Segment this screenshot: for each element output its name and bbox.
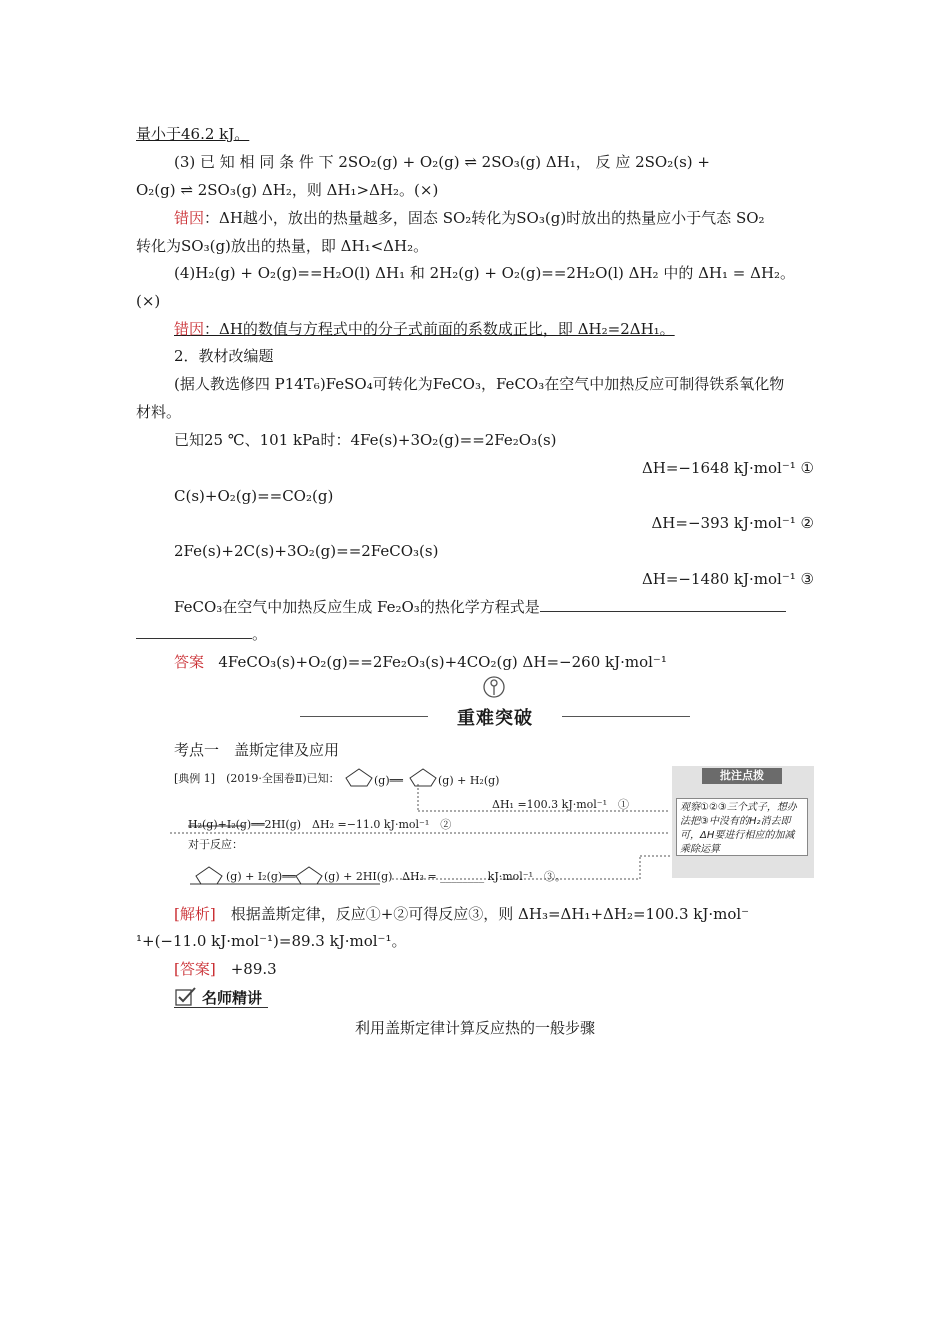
example-text: H₂(g)+I₂(g)══2HI(g) ΔH₂ =−11.0 kJ·mol⁻¹ ② [188, 818, 452, 831]
annotation-panel [672, 766, 814, 878]
example-text: (g) + 2HI(g) [324, 870, 393, 883]
text-line: 2．教材改编题 [174, 347, 274, 365]
text-line: 材料。 [136, 403, 182, 421]
equation-dh: ΔH=−1480 kJ·mol⁻¹ ③ [641, 570, 814, 588]
answer-blank [136, 624, 252, 639]
example-text: (g) + H₂(g) [438, 774, 500, 787]
text-line: 。 [136, 624, 267, 644]
teacher-notes-label: 名师精讲 [202, 989, 263, 1007]
section-title: 重难突破 [457, 708, 533, 729]
text-line: 错因：ΔH越小，放出的热量越多，固态 SO₂转化为SO₃(g)时放出的热量应小于气态 SO₂ [174, 209, 765, 227]
text-line: 转化为SO₃(g)放出的热量，即 ΔH₁<ΔH₂。 [136, 237, 429, 255]
answer-line: 答案 4FeCO₃(s)+O₂(g)==2Fe₂O₃(s)+4CO₂(g) ΔH=−260 kJ·mol⁻¹ [174, 653, 667, 671]
text-line: 已知25 ℃、101 kPa时：4Fe(s)+3O₂(g)==2Fe₂O₃(s) [174, 431, 557, 449]
text-line: ¹+(−11.0 kJ·mol⁻¹)=89.3 kJ·mol⁻¹。 [136, 932, 407, 950]
example-text: ΔH₃ = ________ kJ·mol⁻¹ ③。 [402, 870, 567, 883]
example-head: [典例 1] (2019·全国卷Ⅱ)已知： [174, 772, 340, 785]
analysis-line: [解析] 根据盖斯定律，反应①+②可得反应③，则 ΔH₃=ΔH₁+ΔH₂=100.3 kJ·mol⁻ [174, 905, 750, 923]
divider [562, 716, 690, 717]
answer-label: [答案] [174, 960, 216, 978]
text-line: O₂(g) ⇌ 2SO₃(g) ΔH₂，则 ΔH₁>ΔH₂。(×) [136, 181, 439, 199]
equation-dh: ΔH=−393 kJ·mol⁻¹ ② [651, 514, 814, 532]
example-text: 对于反应： [188, 838, 243, 851]
text-line: C(s)+O₂(g)==CO₂(g) [174, 487, 334, 505]
teacher-notes-badge [174, 986, 268, 1008]
divider [300, 716, 428, 717]
subheading: 利用盖斯定律计算反应热的一般步骤 [354, 1019, 595, 1037]
text-line: 量小于46.2 kJ。 [136, 125, 250, 143]
section-header [300, 676, 690, 732]
example-text: (g)══ [374, 774, 403, 787]
text-line: FeCO₃在空气中加热反应生成 Fe₂O₃的热化学方程式是 [174, 597, 786, 617]
text-line: 错因：ΔH的数值与方程式中的分子式前面的系数成正比，即 ΔH₂=2ΔH₁。 [174, 320, 675, 338]
text-line: 2Fe(s)+2C(s)+3O₂(g)==2FeCO₃(s) [174, 542, 439, 560]
text-line: (据人教选修四 P14T₆)FeSO₄可转化为FeCO₃，FeCO₃在空气中加热反应可制得铁系氧化物 [174, 375, 785, 393]
divider [174, 1007, 268, 1008]
error-label: 错因 [174, 209, 205, 227]
text-line: (×) [136, 292, 161, 310]
example-text: ΔH₁ =100.3 kJ·mol⁻¹ ① [492, 798, 630, 811]
answer-line: [答案] +89.3 [174, 960, 277, 978]
pin-icon [483, 676, 505, 700]
topic-heading: 考点一 盖斯定律及应用 [174, 741, 340, 759]
equation-dh: ΔH=−1648 kJ·mol⁻¹ ① [641, 459, 814, 477]
answer-blank [540, 597, 786, 612]
example-text: (g) + I₂(g)══ [226, 870, 296, 883]
error-label: 错因 [174, 320, 205, 338]
annotation-text: 观察①②③三个式子，想办法把③中没有的H₂消去即可，ΔH要进行相应的加减乘除运算 [676, 798, 808, 856]
annotation-title: 批注点拨 [702, 768, 782, 784]
analysis-label: [解析] [174, 905, 216, 923]
answer-label: 答案 [174, 653, 205, 671]
pencil-check-icon [174, 986, 198, 1008]
text-line: (4)H₂(g) + O₂(g)==H₂O(l) ΔH₁ 和 2H₂(g) + O₂(g)==2H₂O(l) ΔH₂ 中的 ΔH₁ = ΔH₂。 [174, 264, 796, 282]
text-line: (3) 已 知 相 同 条 件 下 2SO₂(g) + O₂(g) ⇌ 2SO₃(g) ΔH₁， 反 应 2SO₂(s) + [174, 153, 710, 171]
